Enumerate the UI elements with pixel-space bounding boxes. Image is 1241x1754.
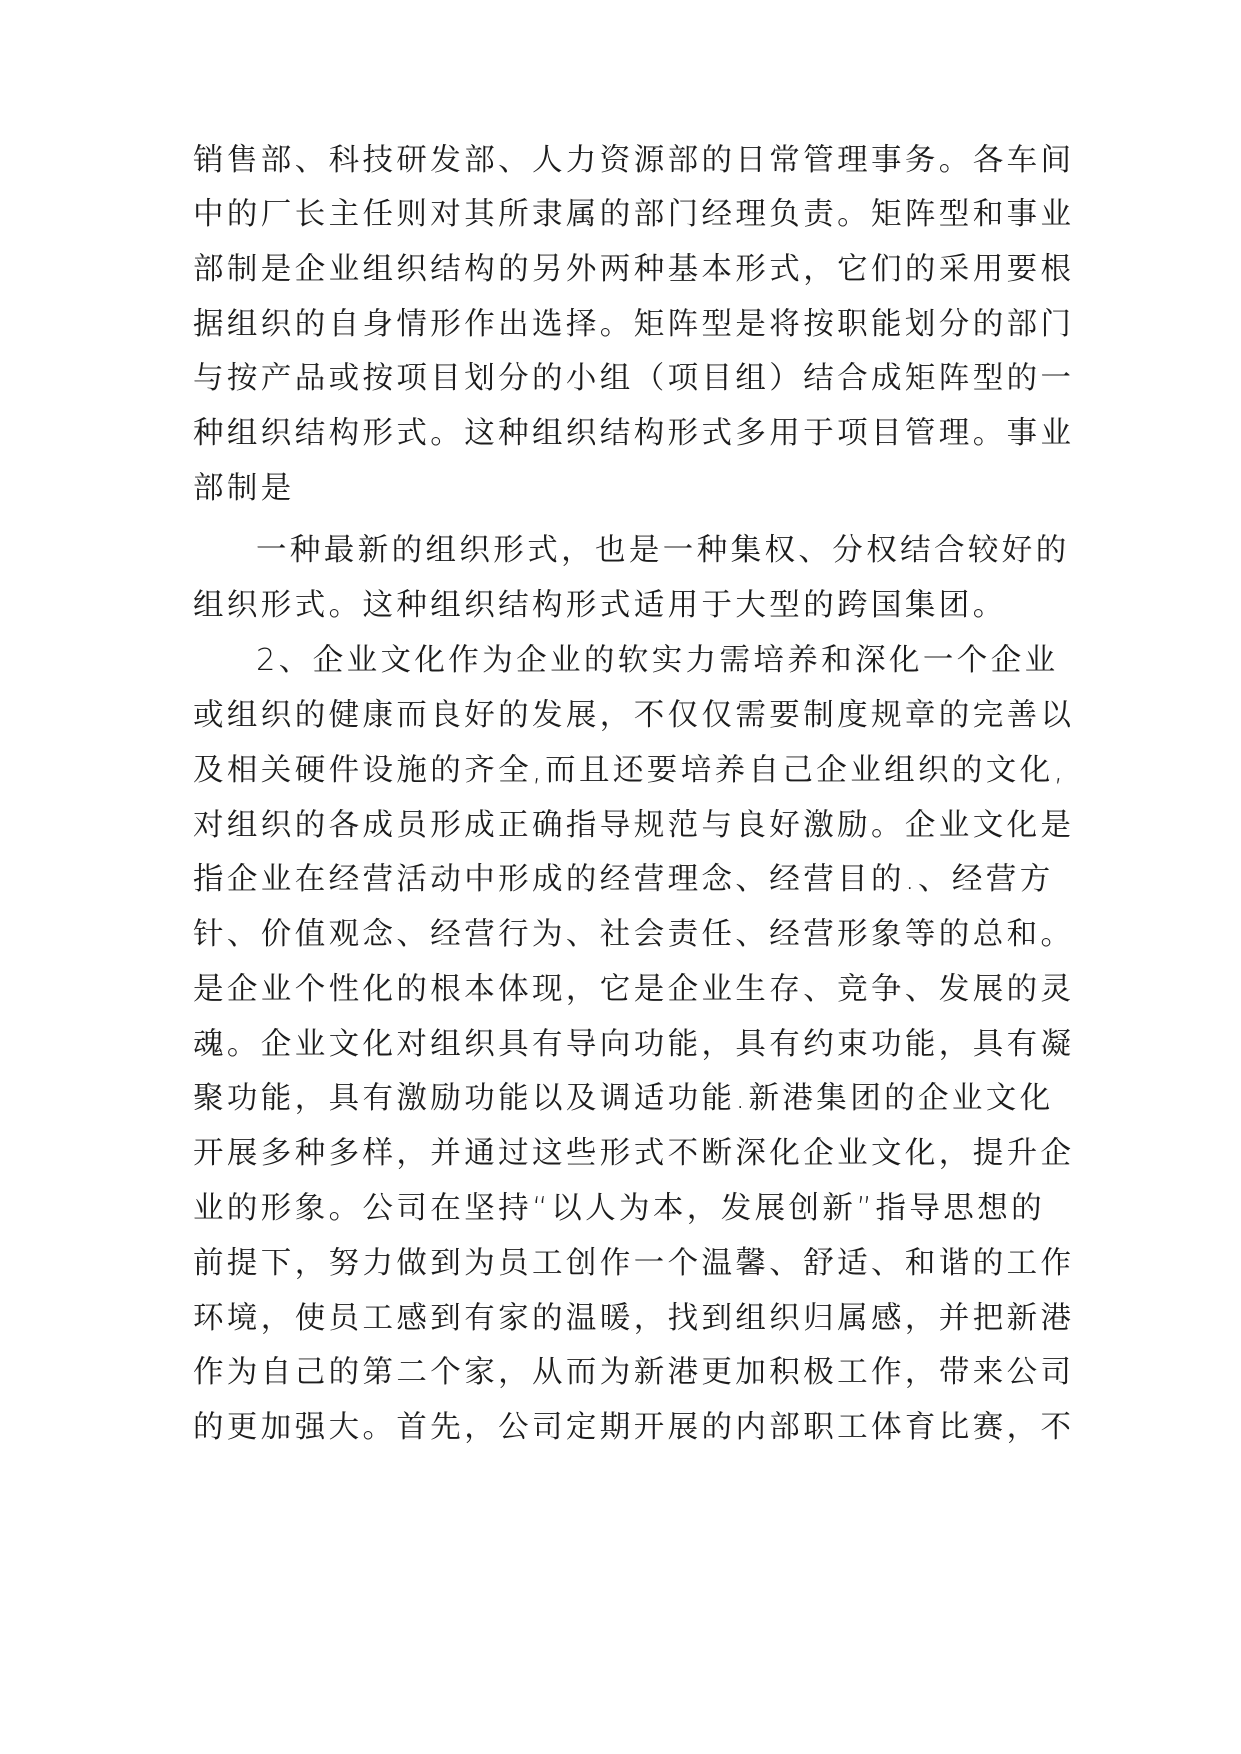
text-line: 环境，使员工感到有家的温暖，找到组织归属感，并把新港 xyxy=(193,1301,1075,1336)
text-line: 一种最新的组织形式，也是一种集权、分权结合较好的 xyxy=(256,533,1070,568)
text-line: 是企业个性化的根本体现，它是企业生存、竞争、发展的灵 xyxy=(193,972,1075,1007)
text-line: 聚功能，具有激励功能以及调适功能.新港集团的企业文化 xyxy=(193,1081,1054,1116)
text-line: 部制是 xyxy=(193,471,295,506)
text-line: 开展多种多样，并通过这些形式不断深化企业文化，提升企 xyxy=(193,1136,1075,1171)
text-line: 2、企业文化作为企业的软实力需培养和深化一个企业 xyxy=(256,643,1059,678)
text-line: 业的形象。公司在坚持“以人为本，发展创新”指导思想的 xyxy=(193,1191,1046,1226)
text-line: 作为自己的第二个家，从而为新港更加积极工作，带来公司 xyxy=(193,1355,1075,1390)
text-line: 与按产品或按项目划分的小组（项目组）结合成矩阵型的一 xyxy=(193,361,1075,396)
text-line: 对组织的各成员形成正确指导规范与良好激励。企业文化是 xyxy=(193,808,1075,843)
text-line: 据组织的自身情形作出选择。矩阵型是将按职能划分的部门 xyxy=(193,307,1075,342)
text-line: 及相关硬件设施的齐全,而且还要培养自己企业组织的文化, xyxy=(193,753,1067,788)
text-line: 前提下，努力做到为员工创作一个温馨、舒适、和谐的工作 xyxy=(193,1246,1075,1281)
text-line: 指企业在经营活动中形成的经营理念、经营目的.、经营方 xyxy=(193,862,1054,897)
text-line: 部制是企业组织结构的另外两种基本形式，它们的采用要根 xyxy=(193,252,1075,287)
text-line: 种组织结构形式。这种组织结构形式多用于项目管理。事业 xyxy=(193,416,1075,451)
text-line: 组织形式。这种组织结构形式适用于大型的跨国集团。 xyxy=(193,588,1007,623)
text-line: 中的厂长主任则对其所隶属的部门经理负责。矩阵型和事业 xyxy=(193,197,1075,232)
text-line: 销售部、科技研发部、人力资源部的日常管理事务。各车间 xyxy=(193,143,1075,178)
text-line: 针、价值观念、经营行为、社会责任、经营形象等的总和。 xyxy=(193,917,1075,952)
text-line: 魂。企业文化对组织具有导向功能，具有约束功能，具有凝 xyxy=(193,1027,1075,1062)
text-line: 或组织的健康而良好的发展，不仅仅需要制度规章的完善以 xyxy=(193,698,1075,733)
text-line: 的更加强大。首先，公司定期开展的内部职工体育比赛，不 xyxy=(193,1410,1075,1445)
